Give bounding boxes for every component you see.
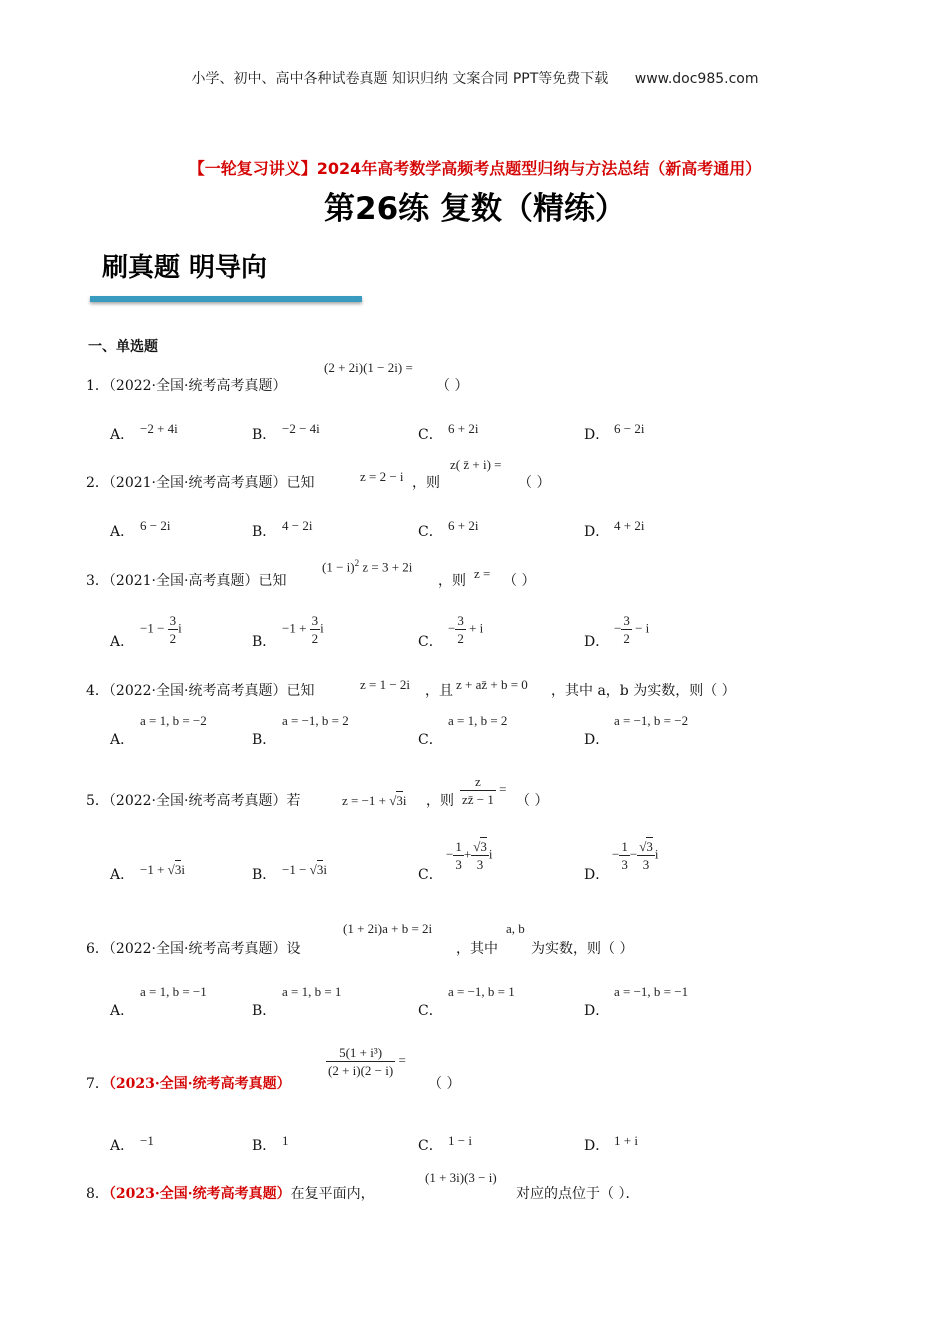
q3-option-c-label[interactable]: C． <box>418 634 443 650</box>
question-text: 设 <box>286 941 301 957</box>
q4-given: z = 1 − 2i <box>360 677 411 692</box>
header-site[interactable]: www.doc985.com <box>634 71 759 87</box>
q3-connector: ，则 <box>438 573 466 589</box>
q7-option-c[interactable]: 1 − i <box>448 1133 472 1148</box>
section-title: 刷真题 明导向 <box>102 253 268 283</box>
q2-option-b-label[interactable]: B． <box>252 524 277 540</box>
q2-given: z = 2 − i <box>360 469 404 484</box>
q7-option-a-label[interactable]: A． <box>110 1138 135 1154</box>
q2-option-a[interactable]: 6 − 2i <box>140 518 171 533</box>
q7-option-b[interactable]: 1 <box>282 1133 289 1148</box>
q2-option-c-label[interactable]: C． <box>418 524 443 540</box>
question-6 <box>86 938 300 958</box>
question-5 <box>86 790 300 810</box>
question-source: （2023·全国·统考高考真题） <box>108 1076 291 1092</box>
q3-option-d[interactable]: − $\frac{3}{2}$ − i <box>614 613 650 646</box>
q3-option-b[interactable]: −1 + $\frac{3}{2}$ i <box>282 613 324 646</box>
question-8 <box>86 1183 375 1203</box>
q3-option-a-label[interactable]: A． <box>110 634 135 650</box>
q7-blank: （ ） <box>428 1076 461 1092</box>
q5-expression: $\frac{z}{zz̄ - 1}$ = <box>462 774 507 807</box>
q1-option-c-label[interactable]: C． <box>418 427 443 443</box>
q5-option-d-label[interactable]: D． <box>584 867 610 883</box>
question-text: 在复平面内， <box>290 1186 375 1202</box>
q7-option-d-label[interactable]: D． <box>584 1138 610 1154</box>
q3-option-b-label[interactable]: B． <box>252 634 277 650</box>
group-title: 一、单选题 <box>88 339 158 355</box>
question-3 <box>86 570 286 590</box>
question-2 <box>86 472 314 492</box>
q2-option-b[interactable]: 4 − 2i <box>282 518 313 533</box>
q5-option-c[interactable]: − $\frac{1}{3}$ + $\frac{√3}{3}$ i <box>446 839 493 872</box>
question-source: （2022·全国·统考高考真题） <box>108 793 287 809</box>
question-source: （2022·全国·统考高考真题） <box>108 683 287 699</box>
question-7 <box>86 1073 291 1093</box>
question-number: 1． <box>86 378 109 394</box>
question-number: 5． <box>86 793 109 809</box>
q1-blank: （ ） <box>436 378 469 394</box>
question-text: 已知 <box>286 683 315 699</box>
q1-option-a-label[interactable]: A． <box>110 427 135 443</box>
q7-option-a[interactable]: −1 <box>140 1133 154 1148</box>
q4-option-d-label[interactable]: D． <box>584 732 610 748</box>
q2-blank: （ ） <box>518 475 551 491</box>
question-source: （2021·全国·高考真题） <box>108 573 259 589</box>
q5-option-c-label[interactable]: C． <box>418 867 443 883</box>
q6-option-c[interactable]: a = −1, b = 1 <box>448 984 515 999</box>
q4-option-b[interactable]: a = −1, b = 2 <box>282 713 349 728</box>
q6-option-a-label[interactable]: A． <box>110 1003 135 1019</box>
q6-option-d-label[interactable]: D． <box>584 1003 610 1019</box>
q4-connector: ，且 <box>425 683 453 699</box>
q8-blank: 对应的点位于（ ）． <box>516 1186 640 1202</box>
q7-expression: $\frac{\text{5(1 + i³)}}{(2 + i)(2 - i)}$ = <box>328 1045 406 1078</box>
q5-option-a-label[interactable]: A． <box>110 867 135 883</box>
q5-blank: （ ） <box>516 793 549 809</box>
q6-equation: (1 + 2i)a + b = 2i <box>343 921 433 936</box>
q3-expression: z = <box>474 566 491 581</box>
header-text: 小学、初中、高中各种试卷真题 知识归纳 文案合同 PPT等免费下载 <box>191 71 609 87</box>
question-number: 3． <box>86 573 109 589</box>
q3-option-c[interactable]: − $\frac{3}{2}$ + i <box>448 613 484 646</box>
q4-option-a[interactable]: a = 1, b = −2 <box>140 713 207 728</box>
question-number: 8． <box>86 1186 109 1202</box>
q2-option-a-label[interactable]: A． <box>110 524 135 540</box>
q5-given: z = −1 + √3i <box>342 793 407 808</box>
q4-option-a-label[interactable]: A． <box>110 732 135 748</box>
question-text: 已知 <box>286 475 315 491</box>
q6-option-b[interactable]: a = 1, b = 1 <box>282 984 342 999</box>
page-title: 第26练 复数（精练） <box>324 191 626 227</box>
q4-equation: z + az̄ + b = 0 <box>456 677 528 692</box>
q3-option-a[interactable]: −1 − $\frac{3}{2}$ i <box>140 613 182 646</box>
q4-blank: ，其中 a，b 为实数，则（ ） <box>551 683 736 699</box>
question-number: 7． <box>86 1076 109 1092</box>
q4-option-d[interactable]: a = −1, b = −2 <box>614 713 689 728</box>
q5-option-d[interactable]: − $\frac{1}{3}$ − $\frac{√3}{3}$ i <box>612 839 659 872</box>
q2-expression: z( z̄ + i) = <box>450 457 502 472</box>
q3-given: $(1 - i)^2$ z = 3 + 2i <box>322 558 413 575</box>
q1-option-b-label[interactable]: B． <box>252 427 277 443</box>
q1-option-a[interactable]: −2 + 4i <box>140 421 178 436</box>
question-source: （2021·全国·统考高考真题） <box>108 475 287 491</box>
question-source: （2023·全国·统考高考真题） <box>108 1186 291 1202</box>
q8-expression: (1 + 3i)(3 − i) <box>425 1170 497 1185</box>
question-source: （2022·全国·统考高考真题） <box>108 941 287 957</box>
q6-connector: ，其中 <box>456 941 498 957</box>
q5-option-b[interactable]: −1 − √3i <box>282 862 327 877</box>
question-number: 2． <box>86 475 109 491</box>
q2-option-c[interactable]: 6 + 2i <box>448 518 479 533</box>
q5-option-b-label[interactable]: B． <box>252 867 277 883</box>
series-title: 【一轮复习讲义】2024年高考数学高频考点题型归纳与方法总结（新高考通用） <box>188 159 762 178</box>
q6-option-c-label[interactable]: C． <box>418 1003 443 1019</box>
q6-option-b-label[interactable]: B． <box>252 1003 277 1019</box>
q5-option-a[interactable]: −1 + √3i <box>140 862 185 877</box>
q4-option-b-label[interactable]: B． <box>252 732 277 748</box>
q4-option-c[interactable]: a = 1, b = 2 <box>448 713 508 728</box>
q3-option-d-label[interactable]: D． <box>584 634 610 650</box>
section-underline <box>90 296 362 302</box>
q7-option-d[interactable]: 1 + i <box>614 1133 638 1148</box>
question-number: 6． <box>86 941 109 957</box>
q1-option-c[interactable]: 6 + 2i <box>448 421 479 436</box>
q1-expression: (2 + 2i)(1 − 2i) = <box>324 360 413 375</box>
question-source: （2022·全国·统考高考真题） <box>108 378 287 394</box>
question-text: 已知 <box>258 573 287 589</box>
q7-option-c-label[interactable]: C． <box>418 1138 443 1154</box>
q6-option-d[interactable]: a = −1, b = −1 <box>614 984 689 999</box>
q6-blank: 为实数，则（ ） <box>531 941 634 957</box>
q2-option-d[interactable]: 4 + 2i <box>614 518 645 533</box>
q2-option-d-label[interactable]: D． <box>584 524 610 540</box>
q1-option-b[interactable]: −2 − 4i <box>282 421 320 436</box>
page-header <box>0 68 950 88</box>
question-1 <box>86 375 286 395</box>
question-number: 4． <box>86 683 109 699</box>
question-4 <box>86 680 314 700</box>
q1-option-d-label[interactable]: D． <box>584 427 610 443</box>
q2-connector: ，则 <box>412 475 440 491</box>
q6-variables: a, b <box>506 921 525 936</box>
q5-connector: ，则 <box>426 793 454 809</box>
q4-option-c-label[interactable]: C． <box>418 732 443 748</box>
question-text: 若 <box>286 793 301 809</box>
q3-given-rhs: z = 3 + 2i <box>362 559 413 575</box>
q3-blank: （ ） <box>503 573 536 589</box>
q6-option-a[interactable]: a = 1, b = −1 <box>140 984 207 999</box>
q7-option-b-label[interactable]: B． <box>252 1138 277 1154</box>
q1-option-d[interactable]: 6 − 2i <box>614 421 645 436</box>
